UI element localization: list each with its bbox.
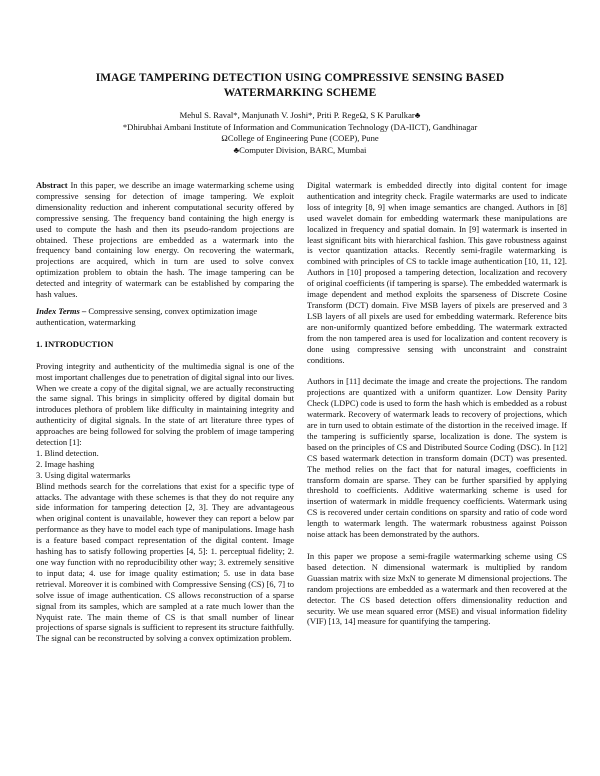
abstract-text: In this paper, we describe an image watermarking scheme using compressive sensing for detection of image tampering. We exploit dimensionality reduction and inherent computational security offered by compressive sensing. The frequency band containing the high energy is used to compute the hash and then its pseudo-random projections are obtained. These projections are embedded as a watermark into the frequency band containing low energy. On recovering the watermark, projections are acquired, which in turn are used to solve convex optimization problem to obtain the hash. The image tampering can be detected and integrity of watermark can be established by comparing the hash values. — [36, 180, 294, 300]
list-item: 3. Using digital watermarks — [36, 469, 131, 480]
title-line-2: WATERMARKING SCHEME — [223, 87, 377, 99]
index-terms-text: Compressive sensing, convex optimization image authentication, watermarking — [36, 305, 258, 327]
list-item: 2. Image hashing — [36, 458, 95, 469]
right-column — [307, 180, 567, 627]
affiliation-coep: ΩCollege of Engineering Pune (COEP), Pune — [221, 133, 379, 143]
author-names: Mehul S. Raval*, Manjunath V. Joshi*, Priti P. RegeΩ, S K Parulkar♣ — [179, 110, 421, 120]
abstract — [36, 180, 294, 300]
intro-paragraph-2: Blind methods search for the correlations that exist for a specific type of attacks. The advantage with these schemes is that they do not require any side information for tampering detection [2, 3]. They are advantageous when original content is unavailable, however they can report a below par performance as they have to model each type of manipulations. Image hash is a feature based compact representation of the digital content. Image hashing has to satisfy following properties [4, 5]: 1. perceptual fidelity; 2. one way function with no reproducibility other way; 3. extremely sensitive to input data; 4. use for image quality estimation; 5. use in data base retrieval. Moreover it is combined with Compressive Sensing (CS) [6, 7] to solve issue of image authentication. CS allows reconstruction of a sparse signal from its samples, which are sampled at a rate much lower than the Nyquist rate. The main theme of CS is that small number of linear projections of sparse signals is sufficient to represent its structure faithfully. The signal can be reconstructed by solving a convex optimization problem. — [36, 480, 294, 644]
right-paragraph-1: Digital watermark is embedded directly into digital content for image authentication and integrity check. Fragile watermarks are used to indicate loss of integrity [8, 9] when image semantics are changed. Authors in [8] used wavelet domain for embedding watermark these manipulations are localized in frequency and spatial domain. In [9] watermark is inserted in least significant bits with hierarchical fashion. This gave robustness against is vector quantization attacks. Recently semi-fragile watermarking is combined with principles of CS to tackle image authentication [10, 11, 12]. Authors in [10] proposed a tampering detection, localization and recovery of original coefficients (if tampering is sparse). The embedded watermark is image dependent and method exploits the sparseness of Discrete Cosine Transform (DCT) domain. Five MSB layers of pixels are preserved and 3 LSB layers of all pixels are used for embedding watermark. Reference bits are non-uniformly quantized before embedding. The watermark extracted from the non tampered area is used for localization and content recovery is done using compressive sensing with unconstraint and constraint conditions. — [307, 180, 567, 365]
index-terms-label: Index Terms – — [36, 305, 87, 316]
right-paragraph-2: Authors in [11] decimate the image and create the projections. The random projections are quantized with a uniform quantizer. Low Density Parity Check (LDPC) code is used to form the hash which is embedded as a robust watermark. Recovery of watermark leads to recovery of projections, which are in turn used to obtain estimate of the distortion in the received image. If the tampering is sufficiently sparse, localization is done. The system is based on the principles of CS and Distributed Source Coding (DSC). In [12] CS based watermark detection in transform domain (DCT) was presented. The method relies on the fact that for natural images, coefficients in transform domain are sparse. They can be further sparsified by applying threshold to coefficients. Additive watermarking scheme is used for insertion of watermark in middle frequency coefficients. Watermark using CS is recovered under certain conditions on sparsity and ratio of code word length to watermark length. The watermark robustness against Poisson noise attack has been demonstrated by the authors. — [307, 376, 567, 540]
section-heading-introduction: 1. INTRODUCTION — [36, 338, 114, 349]
right-paragraph-3: In this paper we propose a semi-fragile watermarking scheme using CS based detection. N dimensional watermark is multiplied by random Guassian matrix with size MxN to generate M dimensional projections. The random projections are embedded as a watermark and then recovered at the detector. The CS based detection offers dimensionality reduction and security. We use mean squared error (MSE) and visual information fidelity (VIF) [13, 14] measure for quantifying the tampering. — [307, 551, 567, 627]
affiliation-barc: ♣Computer Division, BARC, Mumbai — [233, 144, 367, 155]
list-item: 1. Blind detection. — [36, 447, 99, 458]
abstract-label: Abstract — [36, 180, 68, 190]
author-block — [60, 110, 540, 156]
affiliation-daiict: *Dhirubhai Ambani Institute of Information and Communication Technology (DA-IICT), Gandhinagar — [122, 121, 478, 132]
left-column — [36, 180, 294, 644]
title-line-1: IMAGE TAMPERING DETECTION USING COMPRESSIVE SENSING BASED — [95, 72, 505, 84]
index-terms — [36, 306, 294, 328]
paper-title — [60, 71, 540, 101]
intro-paragraph-1: Proving integrity and authenticity of the multimedia signal is one of the most important challenges due to penetration of digital signal into our lives. When we create a copy of the digital signal, we are actually reconstructing the same signal. This brings in simplicity offered by digital domain but introduces plethora of problem like difficulty in maintaining integrity and authenticity of digital signals. In the state of art literature three types of approaches are being followed for solving the problem of image tampering detection [1]: — [36, 360, 294, 448]
